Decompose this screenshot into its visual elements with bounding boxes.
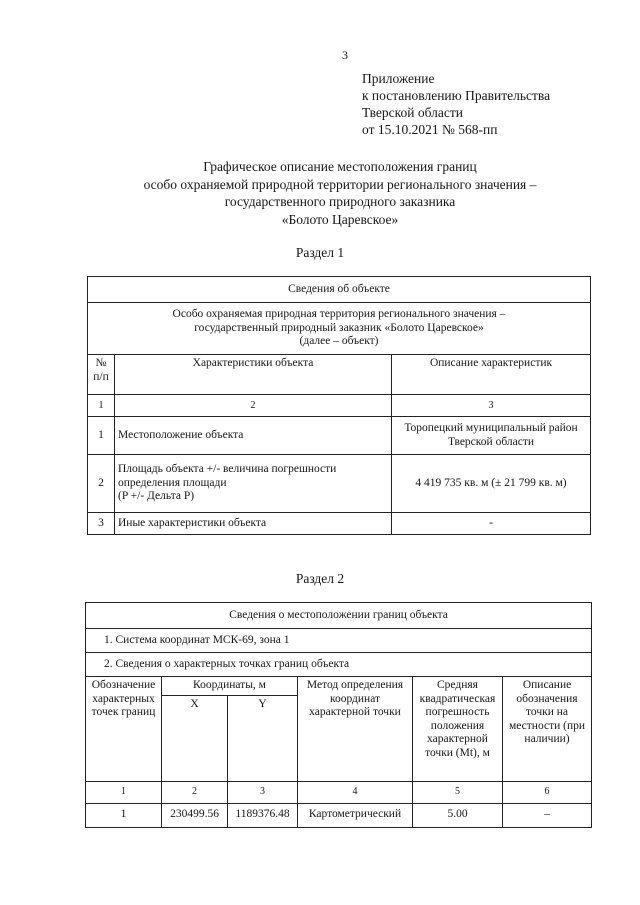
title-line: «Болото Царевское» bbox=[281, 211, 399, 227]
row-characteristic: Иные характеристики объекта bbox=[115, 513, 392, 535]
appendix-line: Тверской области bbox=[362, 105, 463, 120]
index-cell: 2 bbox=[162, 781, 228, 803]
row-point: 1 bbox=[86, 803, 162, 827]
title-line: Графическое описание местоположения границ bbox=[203, 159, 477, 174]
header-text: п/п bbox=[93, 370, 109, 383]
header-error: Средняя квадратическая погрешность положения характерной точки (Mt), м bbox=[413, 677, 503, 782]
table-row bbox=[88, 455, 591, 513]
points-info: 2. Сведения о характерных точках границ объекта bbox=[86, 653, 592, 677]
char-line: определения площади bbox=[118, 476, 227, 489]
appendix-line: Приложение bbox=[362, 71, 435, 86]
desc-line: Тверской области bbox=[448, 435, 535, 448]
table-row bbox=[88, 417, 591, 455]
row-error: 5.00 bbox=[413, 803, 503, 827]
section-2-heading: Раздел 2 bbox=[295, 571, 345, 586]
object-line: государственный природный заказник «Болото Царевское» bbox=[194, 321, 484, 334]
title-line: государственного природного заказника bbox=[224, 194, 456, 209]
table-title: Сведения об объекте bbox=[88, 277, 591, 303]
boundary-points-table bbox=[85, 602, 592, 828]
row-y: 1189376.48 bbox=[228, 803, 298, 827]
header-method: Метод определения координат характерной точки bbox=[298, 677, 413, 782]
header-description: Описание характеристик bbox=[392, 355, 591, 395]
row-characteristic bbox=[115, 455, 392, 513]
section-1-heading: Раздел 1 bbox=[295, 245, 345, 260]
object-info-table bbox=[87, 276, 591, 535]
appendix-block bbox=[362, 70, 550, 138]
table-row bbox=[88, 513, 591, 535]
desc-line: Торопецкий муниципальный район bbox=[404, 422, 578, 434]
index-cell: 6 bbox=[503, 781, 592, 803]
appendix-line: к постановлению Правительства bbox=[362, 88, 551, 103]
index-cell: 1 bbox=[86, 781, 162, 803]
table-row bbox=[86, 803, 592, 827]
row-num: 1 bbox=[88, 417, 115, 455]
header-num bbox=[88, 355, 115, 395]
document-title bbox=[90, 158, 590, 228]
index-cell: 3 bbox=[228, 781, 298, 803]
page-number: 3 bbox=[342, 48, 348, 62]
row-description: 4 419 735 кв. м (± 21 799 кв. м) bbox=[392, 455, 591, 513]
header-text: № bbox=[95, 357, 107, 369]
header-x: X bbox=[162, 695, 228, 781]
row-characteristic: Местоположение объекта bbox=[115, 417, 392, 455]
header-designation: Обозначение характерных точек границ bbox=[86, 677, 162, 782]
index-cell: 1 bbox=[88, 395, 115, 417]
header-y: Y bbox=[228, 695, 298, 781]
index-cell: 3 bbox=[392, 395, 591, 417]
index-cell: 2 bbox=[115, 395, 392, 417]
row-x: 230499.56 bbox=[162, 803, 228, 827]
header-coordinates: Координаты, м bbox=[162, 677, 298, 696]
row-point-description: – bbox=[503, 803, 592, 827]
object-name-cell bbox=[88, 303, 591, 355]
header-point-description: Описание обозначения точки на местности (при наличии) bbox=[503, 677, 592, 782]
row-num: 3 bbox=[88, 513, 115, 535]
object-line: Особо охраняемая природная территория регионального значения – bbox=[172, 308, 506, 321]
char-line: Площадь объекта +/- величина погрешности bbox=[118, 463, 337, 476]
header-characteristics: Характеристики объекта bbox=[115, 355, 392, 395]
row-description bbox=[392, 417, 591, 455]
row-method: Картометрический bbox=[298, 803, 413, 827]
row-num: 2 bbox=[88, 455, 115, 513]
appendix-line: от 15.10.2021 № 568-пп bbox=[362, 122, 498, 137]
table-title: Сведения о местоположении границ объекта bbox=[86, 603, 592, 629]
title-line: особо охраняемой природной территории регионального значения – bbox=[143, 176, 537, 192]
index-cell: 4 bbox=[298, 781, 413, 803]
row-description: - bbox=[392, 513, 591, 535]
char-line: (P +/- Дельта P) bbox=[118, 490, 195, 503]
coord-system: 1. Система координат МСК-69, зона 1 bbox=[86, 629, 592, 653]
object-line: (далее – объект) bbox=[299, 335, 379, 348]
index-cell: 5 bbox=[413, 781, 503, 803]
